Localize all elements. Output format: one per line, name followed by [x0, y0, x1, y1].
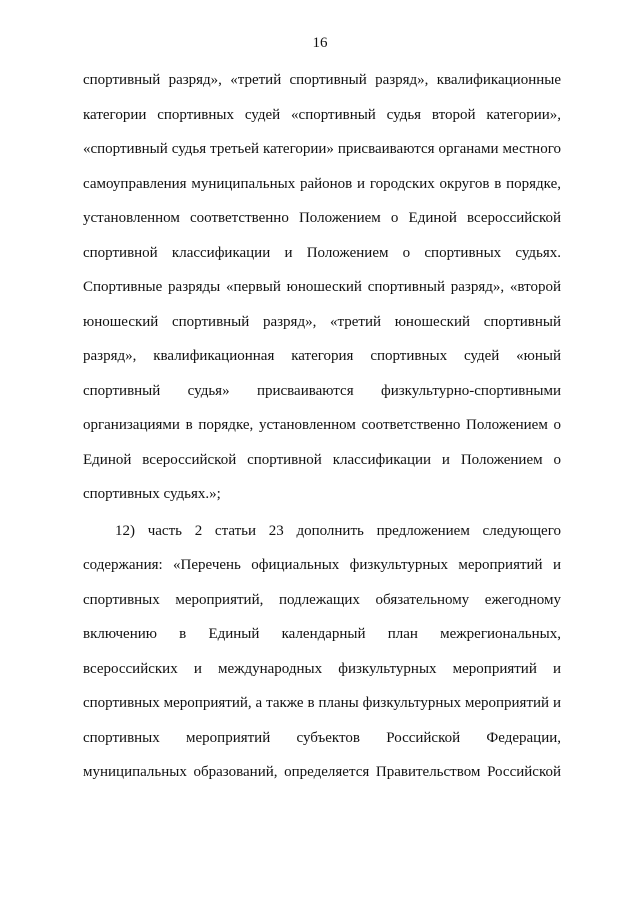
text-line: спортивный разряд», «третий спортивный разряд», квалификационные — [83, 72, 561, 88]
text-line: спортивной классификации и Положением о спортивных судьях. — [83, 244, 561, 261]
text-line: организациями в порядке, установленном соответственно Положением о — [83, 417, 561, 433]
text-line: установленном соответственно Положением о Единой всероссийской — [83, 210, 561, 226]
text-line: разряд», квалификационная категория спортивных судей «юный — [83, 348, 561, 364]
text-line: муниципальных образований, определяется Правительством Российской — [83, 764, 561, 780]
text-line: категории спортивных судей «спортивный судья второй категории», — [83, 106, 561, 123]
text-line: содержания: «Перечень официальных физкультурных мероприятий и — [83, 557, 561, 573]
text-line: спортивных мероприятий, подлежащих обязательному ежегодному — [83, 591, 561, 608]
text-line: всероссийских и международных физкультурных мероприятий и — [83, 660, 561, 677]
text-line: юношеский спортивный разряд», «третий юношеский спортивный — [83, 313, 561, 330]
text-line: Единой всероссийской спортивной классификации и Положением о — [83, 451, 561, 468]
text-line: 12) часть 2 статьи 23 дополнить предложением следующего — [115, 522, 561, 539]
text-line: «спортивный судья третьей категории» присваиваются органами местного — [83, 141, 561, 157]
text-line: включению в Единый календарный план межрегиональных, — [83, 626, 561, 642]
text-line: спортивных мероприятий субъектов Российской Федерации, — [83, 729, 561, 746]
text-line: спортивный судья» присваиваются физкультурно-спортивными — [83, 382, 561, 399]
page-number: 16 — [312, 35, 328, 51]
text-line: Спортивные разряды «первый юношеский спортивный разряд», «второй — [83, 279, 561, 295]
paragraph-item-12 — [83, 521, 561, 797]
text-line: спортивных мероприятий, а также в планы физкультурных мероприятий и — [83, 695, 561, 711]
text-line: самоуправления муниципальных районов и городских округов в порядке, — [83, 175, 561, 192]
document-body — [83, 70, 561, 797]
text-line: спортивных судьях.»; — [83, 486, 221, 502]
paragraph-continuation — [83, 70, 561, 519]
